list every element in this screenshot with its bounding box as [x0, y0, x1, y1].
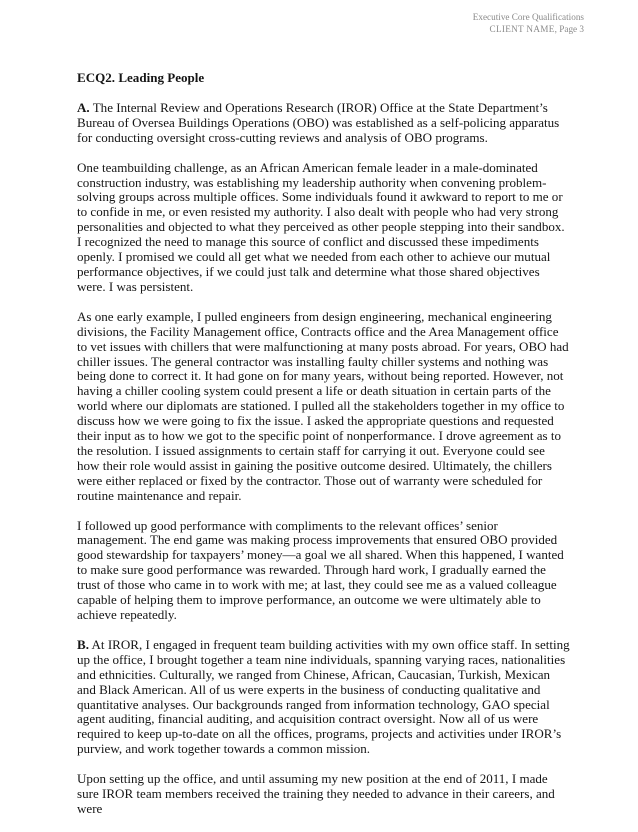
header-client-line — [473, 24, 584, 36]
paragraph-b — [77, 638, 570, 757]
document-body — [77, 71, 570, 832]
paragraph-a-label: A. — [77, 99, 90, 115]
header-client-name: CLIENT NAME — [489, 23, 555, 34]
paragraph-office-setup: Upon setting up the office, and until assuming my new position at the end of 2011, I made sure IROR team members received the training they needed to advance in their careers, and were — [77, 771, 555, 816]
paragraph-b-text: At IROR, I engaged in frequent team building activities with my own office staff. In setting up the office, I brought together a team nine individuals, spanning varying races, nationalities and ethnicities. Culturally, we ranged from Chinese, African, Caucasian, Turkish, Mexican and Black American. All of us were experts in the business of conducting qualitative and quantitative analyses. Our backgrounds ranged from information technology, GAO special agent auditing, financial auditing, and acquisition contract oversight. Now all of us were required to keep up-to-date on all the offices, programs, projects and activities under IROR’s purview, and work together towards a common mission. — [77, 636, 570, 757]
header-page-number: , Page 3 — [554, 23, 584, 34]
paragraph-b-label: B. — [77, 636, 89, 652]
section-title: ECQ2. Leading People — [77, 70, 205, 85]
paragraph-a-text: The Internal Review and Operations Research (IROR) Office at the State Department’s Bureau of Oversea Buildings Operations (OBO) was established as a self-policing apparatus for conducting oversight cross-cutting reviews and analysis of OBO programs. — [77, 99, 560, 145]
paragraph-follow-up: I followed up good performance with compliments to the relevant offices’ senior management. The end game was making process improvements that ensured OBO provided good stewardship for taxpayers’ money—a goal we all shared. When this happened, I wanted to make sure good performance was rewarded. Through hard work, I gradually earned the trust of those who came in to work with me; at last, they could see me as a valued colleague capable of helping them to improve performance, an outcome we were ultimately able to achieve repeatedly. — [77, 517, 564, 622]
paragraph-a — [77, 101, 570, 146]
paragraph-chiller-example: As one early example, I pulled engineers from design engineering, mechanical engineering divisions, the Facility Management office, Contracts office and the Area Management office to vet issues with chillers that were malfunctioning at many posts abroad. For years, OBO had chiller issues. The general contractor was installing faulty chiller systems and nothing was being done to correct it. It had gone on for many years, without being reported. However, not having a chiller cooling system could present a life or death situation in certain parts of the world where our diplomats are stationed. I pulled all the stakeholders together in my office to discuss how we were going to fix the issue. I asked the appropriate questions and requested their input as to how we got to the specific point of nonperformance. I drove agreement as to the resolution. I issued assignments to certain staff for carrying it out. Everyone could see how their role would assist in gaining the positive outcome desired. Ultimately, the chillers were either replaced or fixed by the contractor. Those out of warranty were scheduled for routine maintenance and repair. — [77, 308, 569, 503]
paragraph-teambuilding-challenge: One teambuilding challenge, as an African American female leader in a male-dominated construction industry, was establishing my leadership authority when convening problem-solving groups across multiple offices. Some individuals found it awkward to report to me or to confide in me, or even resisted my authority. I also dealt with people who had very strong personalities and objected to what they perceived as other people stepping into their sandbox. I recognized the need to manage this source of conflict and discussed these impediments openly. I promised we could all get what we needed from each other to achieve our mutual performance objectives, if we could just talk and determine what those shared objectives were. I was persistent. — [77, 159, 565, 294]
page-header — [473, 12, 584, 35]
header-title: Executive Core Qualifications — [472, 12, 584, 22]
